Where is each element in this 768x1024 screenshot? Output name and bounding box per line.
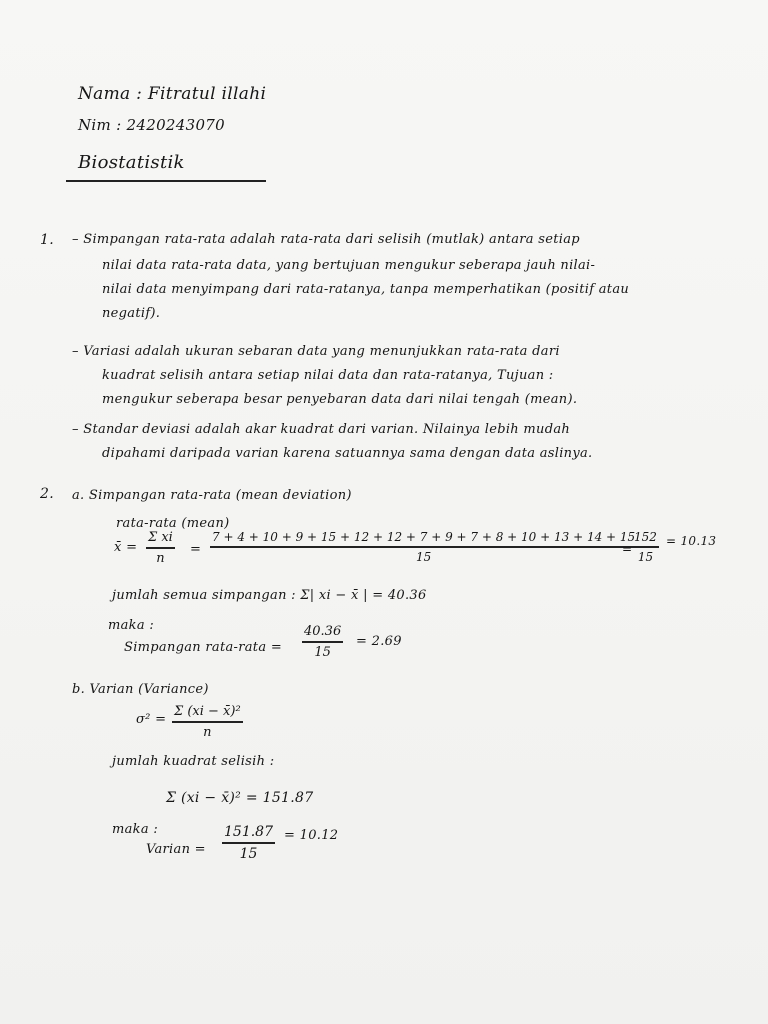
result-denominator: 15 bbox=[637, 549, 654, 564]
variance-lhs: σ² = bbox=[136, 712, 167, 727]
mean-lhs: x̄ = bbox=[114, 540, 138, 555]
q1-b2-line3: mengukur seberapa besar penyebaran data dari nilai tengah (mean). bbox=[102, 392, 578, 407]
variance-result: = 10.12 bbox=[284, 828, 339, 843]
mean-label: rata-rata (mean) bbox=[116, 516, 230, 531]
squared-diff-label: jumlah kuadrat selisih : bbox=[112, 754, 275, 769]
sr-fraction bbox=[302, 624, 343, 660]
sum-eq-sign: = bbox=[622, 542, 633, 556]
maka-2: maka : bbox=[112, 822, 159, 837]
q2b-title: b. Varian (Variance) bbox=[72, 682, 209, 697]
mean-formula-denominator: n bbox=[156, 550, 165, 566]
variance-result-numerator: 151.87 bbox=[224, 824, 273, 840]
student-nim: Nim : 2420243070 bbox=[78, 116, 225, 134]
q1-b1-line3: nilai data menyimpang dari rata-ratanya, tanpa memperhatikan (positif atau bbox=[102, 282, 630, 297]
variance-result-fraction bbox=[222, 824, 275, 862]
q1-b1-line1: – Simpangan rata-rata adalah rata-rata dari selisih (mutlak) antara setiap bbox=[72, 232, 580, 247]
q1-b3-line2: dipahami daripada varian karena satuannya sama dengan data aslinya. bbox=[102, 446, 593, 461]
squared-diff-sum: Σ (xi − x̄)² = 151.87 bbox=[166, 790, 314, 806]
result-fraction bbox=[632, 530, 659, 564]
q1-number: 1. bbox=[40, 232, 54, 248]
mean-formula-numerator: Σ xi bbox=[148, 530, 173, 545]
course-title: Biostatistik bbox=[78, 152, 185, 173]
sr-denominator: 15 bbox=[314, 644, 331, 660]
maka-1: maka : bbox=[108, 618, 155, 633]
abs-deviation-sum: jumlah semua simpangan : Σ| xi − x̄ | = 40.36 bbox=[112, 588, 427, 603]
mean-result: = 10.13 bbox=[666, 534, 717, 548]
sr-numerator: 40.36 bbox=[304, 624, 342, 639]
variance-result-denominator: 15 bbox=[239, 845, 258, 862]
mean-formula-fraction bbox=[146, 530, 175, 566]
sum-numerator: 7 + 4 + 10 + 9 + 15 + 12 + 12 + 7 + 9 + 7 + 8 + 10 + 13 + 14 + 15 bbox=[212, 530, 636, 544]
variance-label: Varian = bbox=[146, 842, 206, 857]
sr-label: Simpangan rata-rata = bbox=[124, 640, 283, 655]
title-underline bbox=[66, 180, 266, 182]
student-name: Nama : Fitratul illahi bbox=[78, 84, 267, 104]
q2-number: 2. bbox=[40, 486, 54, 502]
variance-formula-numerator: Σ (xi − x̄)² bbox=[174, 704, 241, 719]
sr-result: = 2.69 bbox=[356, 634, 402, 649]
variance-formula-fraction bbox=[172, 704, 243, 740]
variance-formula-denominator: n bbox=[203, 724, 212, 740]
result-numerator: 152 bbox=[634, 530, 657, 544]
mean-eq-sign: = bbox=[190, 542, 202, 557]
sum-fraction bbox=[210, 530, 637, 564]
q1-b1-line4: negatif). bbox=[102, 306, 161, 321]
q1-b2-line2: kuadrat selisih antara setiap nilai data dan rata-ratanya, Tujuan : bbox=[102, 368, 554, 383]
q1-b3-line1: – Standar deviasi adalah akar kuadrat dari varian. Nilainya lebih mudah bbox=[72, 422, 571, 437]
q2a-title: a. Simpangan rata-rata (mean deviation) bbox=[72, 488, 352, 503]
sum-denominator: 15 bbox=[415, 549, 432, 564]
q1-b2-line1: – Variasi adalah ukuran sebaran data yang menunjukkan rata-rata dari bbox=[72, 344, 560, 359]
q1-b1-line2: nilai data rata-rata data, yang bertujuan mengukur seberapa jauh nilai- bbox=[102, 258, 596, 273]
